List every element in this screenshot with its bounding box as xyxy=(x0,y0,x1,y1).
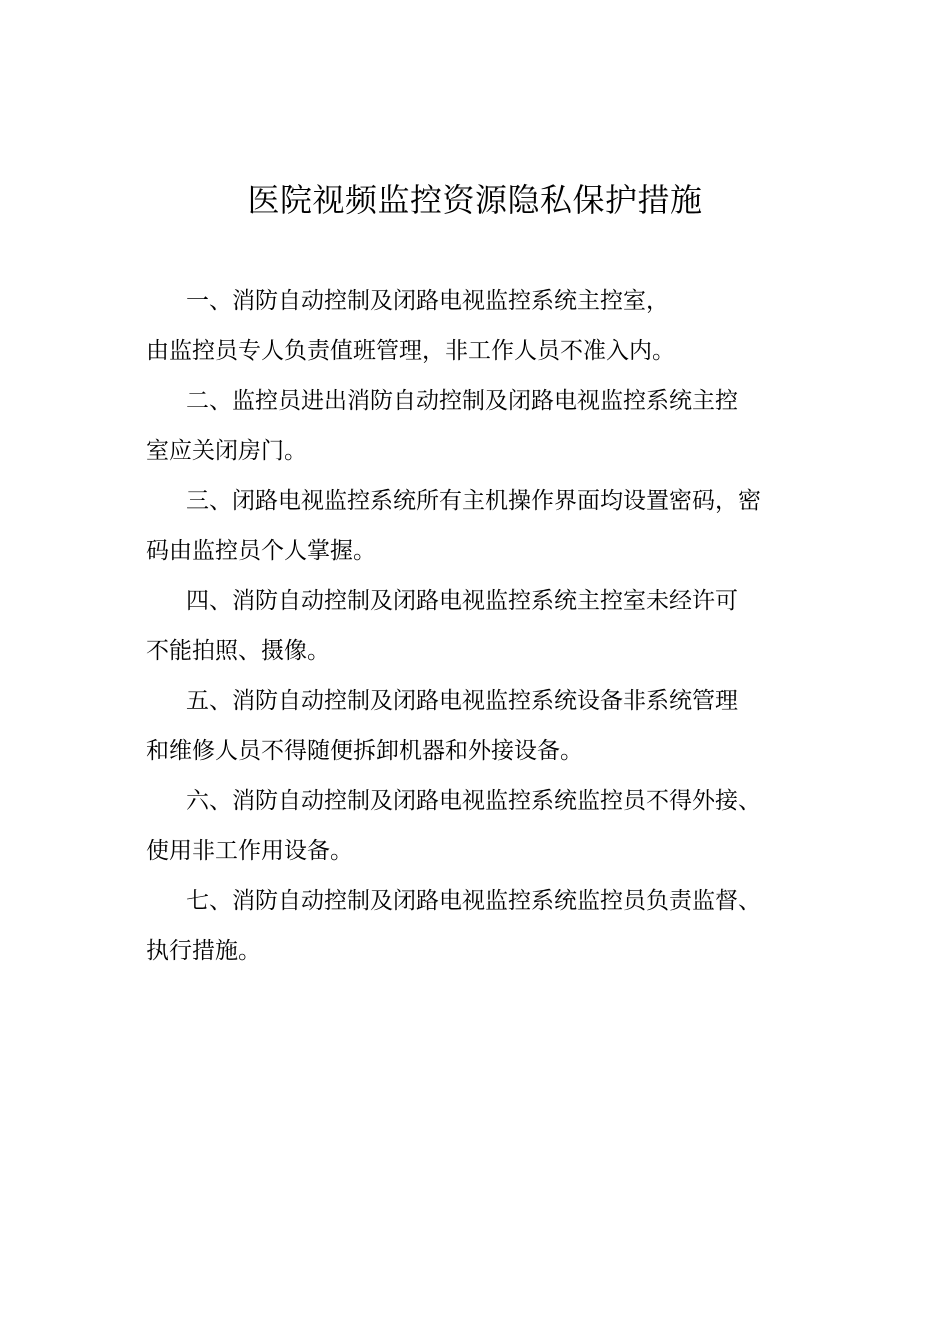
body-line: 由监控员专人负责值班管理，非工作人员不准入内。 xyxy=(146,338,675,364)
body-line: 五、消防自动控制及闭路电视监控系统设备非系统管理 xyxy=(186,688,738,714)
page-title: 医院视频监控资源隐私保护措施 xyxy=(247,181,703,219)
body-line: 三、闭路电视监控系统所有主机操作界面均设置密码，密 xyxy=(186,488,761,514)
body-line: 使用非工作用设备。 xyxy=(146,838,353,864)
body-line: 执行措施。 xyxy=(146,938,261,964)
body-line: 六、消防自动控制及闭路电视监控系统监控员不得外接、 xyxy=(186,788,761,814)
body-line: 不能拍照、摄像。 xyxy=(146,638,330,664)
body-line: 四、消防自动控制及闭路电视监控系统主控室未经许可 xyxy=(186,588,738,614)
body-line: 码由监控员个人掌握。 xyxy=(146,538,376,564)
body-line: 室应关闭房门。 xyxy=(146,438,307,464)
body-line: 一、消防自动控制及闭路电视监控系统主控室， xyxy=(186,288,669,314)
body-line: 七、消防自动控制及闭路电视监控系统监控员负责监督、 xyxy=(186,888,761,914)
body-line: 和维修人员不得随便拆卸机器和外接设备。 xyxy=(146,738,583,764)
body-line: 二、监控员进出消防自动控制及闭路电视监控系统主控 xyxy=(186,388,738,414)
document-body xyxy=(146,276,810,976)
